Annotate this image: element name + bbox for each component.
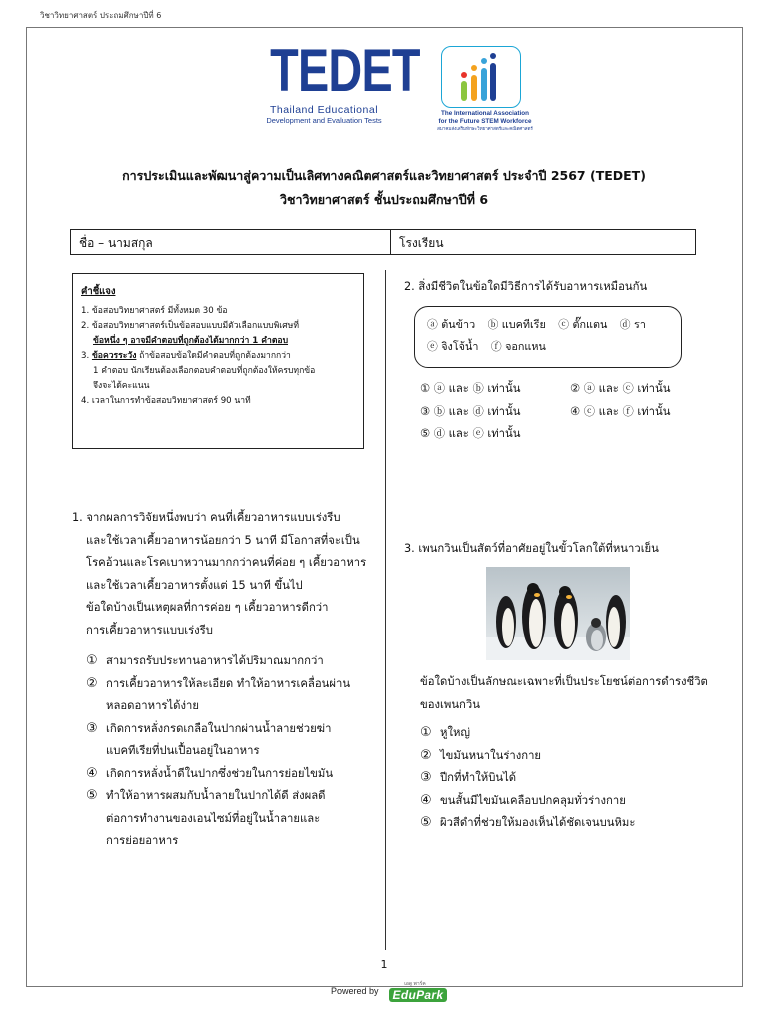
instruction-4: 4. เวลาในการทำข้อสอบวิทยาศาสตร์ 90 นาที [81, 396, 251, 406]
tedet-subtitle-1: Thailand Educational [269, 104, 379, 116]
exam-subject: วิชาวิทยาศาสตร์ ชั้นประถมศึกษาปีที่ 6 [279, 192, 489, 207]
instruction-2: 2. ข้อสอบวิทยาศาสตร์เป็นข้อสอบแบบมีตัวเลือกแบบพิเศษที่ [81, 321, 299, 331]
q3-choice-2[interactable]: ② ไขมันหนาในร่างกาย [420, 747, 542, 763]
q1-line: และใช้เวลาเคี้ยวอาหารน้อยกว่า 5 นาที มีโอกาสที่จะเป็น [86, 533, 360, 547]
penguin-photo [486, 567, 630, 660]
q2-choice-3[interactable]: ③ ⓑ และ ⓓ เท่านั้น [420, 404, 521, 418]
powered-by-label: Powered by [331, 986, 379, 996]
instructions-box [72, 273, 364, 449]
instruction-1: 1. ข้อสอบวิทยาศาสตร์ มีทั้งหมด 30 ข้อ [81, 306, 228, 316]
association-logo-icon [441, 46, 521, 108]
q1-line: การเคี้ยวอาหารแบบเร่งรีบ [86, 623, 213, 637]
q3-choice-5[interactable]: ⑤ ผิวสีดำที่ช่วยให้มองเห็นได้ชัดเจนบนหิมะ [420, 815, 636, 830]
header-label: วิชาวิทยาศาสตร์ ประถมศึกษาปีที่ 6 [40, 11, 162, 20]
q3-question-line: ข้อใดบ้างเป็นลักษณะเฉพาะที่เป็นประโยชน์ต่อการดำรงชีวิต [420, 675, 708, 688]
tedet-wordmark: TEDET [270, 37, 420, 104]
exam-title: การประเมินและพัฒนาสู่ความเป็นเลิศทางคณิตศาสตร์และวิทยาศาสตร์ ประจำปี 2567 (TEDET) [122, 168, 646, 183]
instruction-2-emphasis: ข้อหนึ่ง ๆ อาจมีคำตอบที่ถูกต้องได้มากกว่า 1 คำตอบ [93, 336, 289, 346]
q2-option: ⓔ จิงโจ้น้ำ [427, 340, 479, 353]
q2-option: ⓕ จอกแหน [490, 340, 546, 353]
name-field[interactable]: ชื่อ – นามสกุล [71, 230, 391, 254]
q1-line: 1. จากผลการวิจัยหนึ่งพบว่า คนที่เคี้ยวอาหารแบบเร่งรีบ [72, 511, 341, 524]
q1-choice-5[interactable]: ⑤ ทำให้อาหารผสมกับน้ำลายในปากได้ดี ส่งผลดี ต่อการทำงานของเอนไซม์ที่อยู่ในน้ำลายและ การย่อยอาหาร [86, 788, 326, 847]
tedet-subtitle-2: Development and Evaluation Tests [266, 116, 382, 125]
q3-choice-3[interactable]: ③ ปีกที่ทำให้บินได้ [420, 770, 517, 785]
q2-options-box [414, 306, 682, 368]
q1-choice-3[interactable]: ③ เกิดการหลั่งกรดเกลือในปากผ่านน้ำลายช่วยฆ่า แบคทีเรียที่ปนเปื้อนอยู่ในอาหาร [86, 720, 332, 757]
edupark-wordmark: EduPark [389, 988, 448, 1002]
instruction-3: 3. ข้อควรระวัง ถ้าข้อสอบข้อใดมีคำตอบที่ถูกต้องมากกว่า [81, 351, 291, 361]
question-2-text: 2. สิ่งมีชีวิตในข้อใดมีวิธีการได้รับอาหารเหมือนกัน [404, 280, 648, 293]
school-field[interactable]: โรงเรียน [399, 236, 444, 250]
q2-option: ⓑ แบคทีเรีย [487, 318, 546, 331]
column-divider [385, 270, 386, 950]
question-3-body [420, 671, 720, 835]
student-info-box [70, 229, 696, 255]
q2-choice-4[interactable]: ④ ⓒ และ ⓕ เท่านั้น [570, 404, 671, 418]
q2-option: ⓒ ตั๊กแตน [558, 318, 608, 331]
q1-line: ข้อใดบ้างเป็นเหตุผลที่การค่อย ๆ เคี้ยวอาหารดีกว่า [86, 601, 329, 614]
q2-option: ⓓ รา [619, 318, 646, 331]
q1-line: โรคอ้วนและโรคเบาหวานมากกว่าคนที่ค่อย ๆ เคี้ยวอาหาร [86, 556, 367, 569]
powered-by [331, 980, 447, 1002]
association-name: The International Association for the Future STEM Workforce สมาคมส่งเสริมทักษะวิทยาศาสตร์และคณิตศาสตร์ [437, 110, 533, 131]
tedet-logo [255, 37, 420, 126]
instruction-3-cont2: จึงจะได้คะแนน [93, 381, 150, 391]
q3-question-line: ของเพนกวิน [420, 697, 480, 711]
q2-choice-2[interactable]: ② ⓐ และ ⓒ เท่านั้น [570, 382, 671, 395]
edupark-logo: เอดู พาร์ค EduPark [383, 980, 448, 1002]
q2-option: ⓐ ต้นข้าว [427, 318, 476, 331]
q1-choice-2[interactable]: ② การเคี้ยวอาหารให้ละเอียด ทำให้อาหารเคลื่อนผ่าน หลอดอาหารได้ง่าย [86, 675, 351, 712]
instruction-3-cont: 1 คำตอบ นักเรียนต้องเลือกตอบคำตอบที่ถูกต้องให้ครบทุกข้อ [93, 366, 316, 376]
page-number: 1 [380, 958, 388, 971]
q3-choice-1[interactable]: ① หูใหญ่ [420, 725, 471, 740]
q2-choice-1[interactable]: ① ⓐ และ ⓑ เท่านั้น [420, 382, 521, 395]
q2-choice-5[interactable]: ⑤ ⓓ และ ⓔ เท่านั้น [420, 427, 521, 440]
q3-choice-4[interactable]: ④ ขนสั้นมีไขมันเคลือบปกคลุมทั่วร่างกาย [420, 792, 626, 808]
question-1 [72, 507, 372, 853]
question-3-text: 3. เพนกวินเป็นสัตว์ที่อาศัยอยู่ในขั้วโลกใต้ที่หนาวเย็น [404, 542, 659, 555]
q1-line: และใช้เวลาเคี้ยวอาหารตั้งแต่ 15 นาที ขึ้นไป [86, 578, 303, 592]
q2-choices [420, 378, 720, 446]
instructions-heading: คำชี้แจง [81, 286, 116, 297]
q1-choice-1[interactable]: ① สามารถรับประทานอาหารได้ปริมาณมากกว่า [86, 653, 324, 668]
q1-choice-4[interactable]: ④ เกิดการหลั่งน้ำดีในปากซึ่งช่วยในการย่อยไขมัน [86, 765, 334, 781]
